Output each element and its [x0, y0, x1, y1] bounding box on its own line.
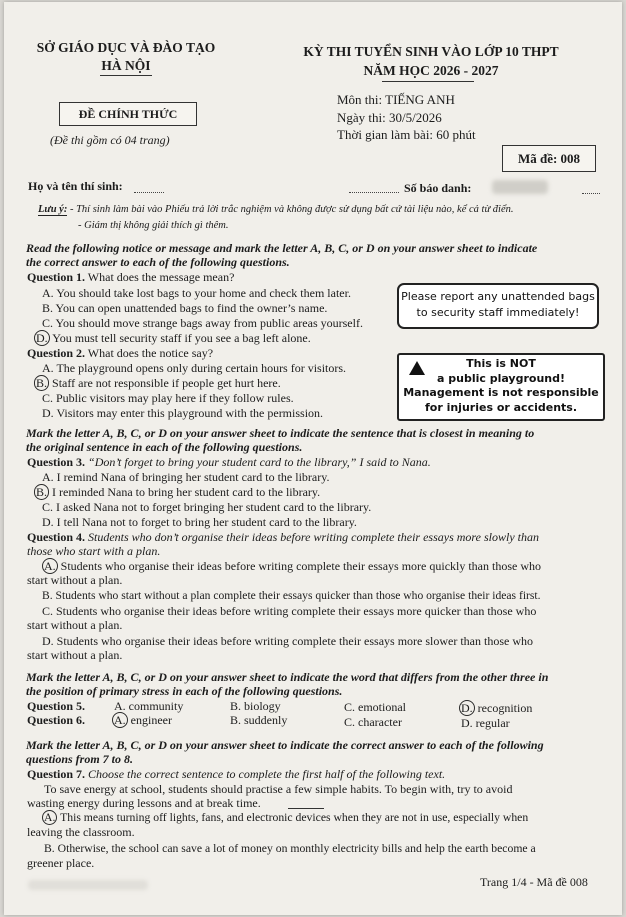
q4-stem: [27, 530, 539, 545]
q7-option-a-letter: A.: [44, 811, 56, 824]
q5-option-b[interactable]: B. biology: [230, 699, 281, 713]
q2-text: What does the notice say?: [85, 346, 214, 360]
notes-line-1: [38, 204, 514, 215]
q3-option-b-text: I reminded Nana to bring her student card to the library.: [49, 485, 321, 499]
department-name: SỞ GIÁO DỤC VÀ ĐÀO TẠO: [36, 40, 216, 55]
q3-option-a[interactable]: A. I remind Nana of bringing her student card to the library.: [42, 470, 330, 484]
candidate-name-dots-2: [349, 192, 399, 193]
footer-smudge: [28, 880, 148, 890]
notes-label: Lưu ý:: [38, 204, 68, 215]
redacted-id: [492, 180, 548, 194]
q2-option-b-text: Staff are not responsible if people get hurt here.: [49, 376, 281, 390]
q2-notice-line-1: This is NOT: [466, 357, 536, 370]
q2-notice-line-4: for injuries or accidents.: [424, 400, 578, 414]
official-exam-label: ĐỀ CHÍNH THỨC: [78, 106, 178, 121]
school-year: NĂM HỌC 2026 - 2027: [363, 63, 499, 78]
q2-label: Question 2.: [27, 346, 86, 360]
q7-option-b-text-2: greener place.: [27, 856, 95, 870]
q4-option-c[interactable]: C. Students who organise their ideas before writing complete their essays more quicker than those who: [42, 604, 537, 618]
q1-option-b[interactable]: B. You can open unattended bags to find the owner’s name.: [42, 301, 328, 315]
notes-text-1: - Thí sinh làm bài vào Phiếu trả lời trắc nghiệm và không được sử dụng bất cứ tài liệu nào, kể cả từ điển.: [67, 204, 514, 215]
q1-option-d-letter: D.: [36, 331, 48, 345]
q1-notice-line-1: Please report any unattended bags: [401, 290, 595, 303]
department-city: HÀ NỘI: [101, 58, 151, 73]
q2-option-b-letter: B.: [36, 376, 48, 390]
q7-label: Question 7.: [27, 767, 86, 781]
q4-text-1: Students who don’t organise their ideas before writing complete their essays more slowly than: [85, 530, 539, 544]
q3-label: Question 3.: [27, 455, 86, 469]
q1-text: What does the message mean?: [85, 270, 235, 284]
q2-option-a[interactable]: A. The playground opens only during certain hours for visitors.: [42, 361, 347, 375]
section1-instruction-1: Read the following notice or message and mark the letter A, B, C, or D on your answer sheet to indicate: [26, 241, 538, 255]
q3-stem: [27, 455, 431, 470]
q2-option-b[interactable]: [34, 376, 281, 390]
q1-notice-line-2: to security staff immediately!: [416, 306, 580, 319]
q2-notice-box: [397, 353, 605, 421]
q1-stem: [27, 270, 234, 285]
q4-option-a-text-2: start without a plan.: [27, 573, 123, 587]
q6-option-c[interactable]: C. character: [344, 715, 402, 729]
q7-option-a[interactable]: [42, 811, 528, 825]
candidate-id-dots: [582, 193, 600, 194]
q5-option-a[interactable]: A. community: [114, 699, 184, 713]
q4-option-b[interactable]: B. Students who start without a plan complete their essays quicker than those who organise their ideas first.: [42, 589, 541, 602]
q1-option-d[interactable]: [34, 331, 311, 345]
q2-notice-line-2: a public playground!: [436, 371, 566, 385]
section3-instruction-1: Mark the letter A, B, C, or D on your answer sheet to indicate the word that differs from the other three in: [26, 670, 549, 684]
q4-option-a-letter: A.: [44, 559, 56, 573]
q4-option-c-text-2: start without a plan.: [27, 618, 123, 632]
q3-option-b-letter: B.: [36, 485, 48, 499]
exam-title: KỲ THI TUYỂN SINH VÀO LỚP 10 THPT: [303, 44, 559, 59]
notes-line-2: - Giám thị không giải thích gì thêm.: [78, 220, 229, 231]
q2-notice-line-3: Management is not responsible: [403, 386, 599, 399]
exam-code: Mã đề: 008: [517, 150, 581, 166]
official-exam-box: [59, 102, 197, 126]
q5-option-d[interactable]: [459, 701, 532, 716]
header-underline-right: [382, 81, 474, 82]
q4-option-d-text-2: start without a plan.: [27, 648, 123, 662]
footer-page-number: Trang 1/4 - Mã đề 008: [480, 875, 588, 889]
q1-option-d-text: You must tell security staff if you see a bag left alone.: [49, 331, 311, 345]
section4-instruction-2: questions from 7 to 8.: [26, 752, 134, 766]
q6-option-a-text: engineer: [127, 713, 172, 727]
q5-option-d-text: recognition: [474, 701, 533, 715]
warning-icon: [409, 361, 425, 375]
candidate-name-label: Họ và tên thí sinh:: [28, 179, 123, 193]
section2-instruction-2: the original sentence in each of the following questions.: [26, 440, 303, 454]
q3-text: “Don’t forget to bring your student card to the library,” I said to Nana.: [85, 455, 431, 469]
q7-paragraph-1: To save energy at school, students should practise a few simple habits. To begin with, try to avoid: [44, 782, 513, 796]
q4-label: Question 4.: [27, 530, 86, 544]
q4-option-a[interactable]: [42, 559, 541, 573]
q3-option-c[interactable]: C. I asked Nana not to forget bringing her student card to the library.: [42, 500, 372, 514]
q7-option-a-text-1: This means turning off lights, fans, and electronic devices when they are not in use, especially when: [57, 811, 529, 824]
q6-option-d[interactable]: D. regular: [461, 716, 510, 730]
q4-text-2: those who start with a plan.: [27, 544, 161, 558]
q7-option-b[interactable]: B. Otherwise, the school can save a lot of money on monthly electricity bills and help the earth become a: [44, 842, 536, 855]
q4-option-a-text-1: Students who organise their ideas before writing complete their essays more quickly than those who: [57, 559, 542, 573]
q3-option-d[interactable]: D. I tell Nana not to forget to bring her student card to the library.: [42, 515, 357, 529]
section2-instruction-1: Mark the letter A, B, C, or D on your answer sheet to indicate the sentence that is closest in meaning to: [26, 426, 535, 440]
q4-option-d[interactable]: D. Students who organise their ideas before writing complete their essays more slower than those who: [42, 634, 533, 648]
candidate-id-label: Số báo danh:: [404, 181, 472, 195]
section4-instruction-1: Mark the letter A, B, C, or D on your answer sheet to indicate the correct answer to each of the following: [26, 738, 544, 752]
candidate-name-dots: [134, 192, 164, 193]
q1-label: Question 1.: [27, 270, 86, 284]
q7-option-a-text-2: leaving the classroom.: [27, 825, 135, 839]
pages-note: (Đề thi gồm có 04 trang): [50, 133, 170, 147]
q2-stem: [27, 346, 213, 361]
q2-option-c[interactable]: C. Public visitors may play here if they follow rules.: [42, 391, 294, 405]
q7-text: Choose the correct sentence to complete the first half of the following text.: [85, 767, 446, 781]
q7-blank: [288, 808, 324, 809]
q7-stem: [27, 767, 445, 782]
exam-code-box: [502, 145, 596, 172]
header-underline-left: [100, 75, 152, 76]
section1-instruction-2: the correct answer to each of the following questions.: [26, 255, 290, 269]
exam-duration: Thời gian làm bài: 60 phút: [337, 127, 476, 142]
q5-option-d-letter: D.: [461, 701, 473, 715]
q6-option-a[interactable]: [112, 713, 172, 728]
q7-paragraph-2: wasting energy during lessons and at break time.: [27, 796, 261, 810]
q1-option-c[interactable]: C. You should move strange bags away from public areas yourself.: [42, 316, 363, 330]
q6-option-a-letter: A.: [114, 713, 126, 727]
q3-option-b[interactable]: [34, 485, 320, 499]
q6-label: Question 6.: [27, 713, 86, 727]
q6-option-b[interactable]: B. suddenly: [230, 713, 288, 727]
section3-instruction-2: the position of primary stress in each of the following questions.: [26, 684, 343, 698]
q2-option-d[interactable]: D. Visitors may enter this playground with the permission.: [42, 406, 324, 420]
q5-option-c[interactable]: C. emotional: [344, 700, 406, 714]
exam-date: Ngày thi: 30/5/2026: [337, 110, 442, 125]
q1-option-a[interactable]: A. You should take lost bags to your home and check them later.: [42, 286, 351, 300]
exam-page: [4, 2, 622, 915]
q1-notice-box: [397, 283, 599, 329]
q5-label: Question 5.: [27, 699, 86, 713]
exam-subject: Môn thi: TIẾNG ANH: [337, 92, 455, 107]
